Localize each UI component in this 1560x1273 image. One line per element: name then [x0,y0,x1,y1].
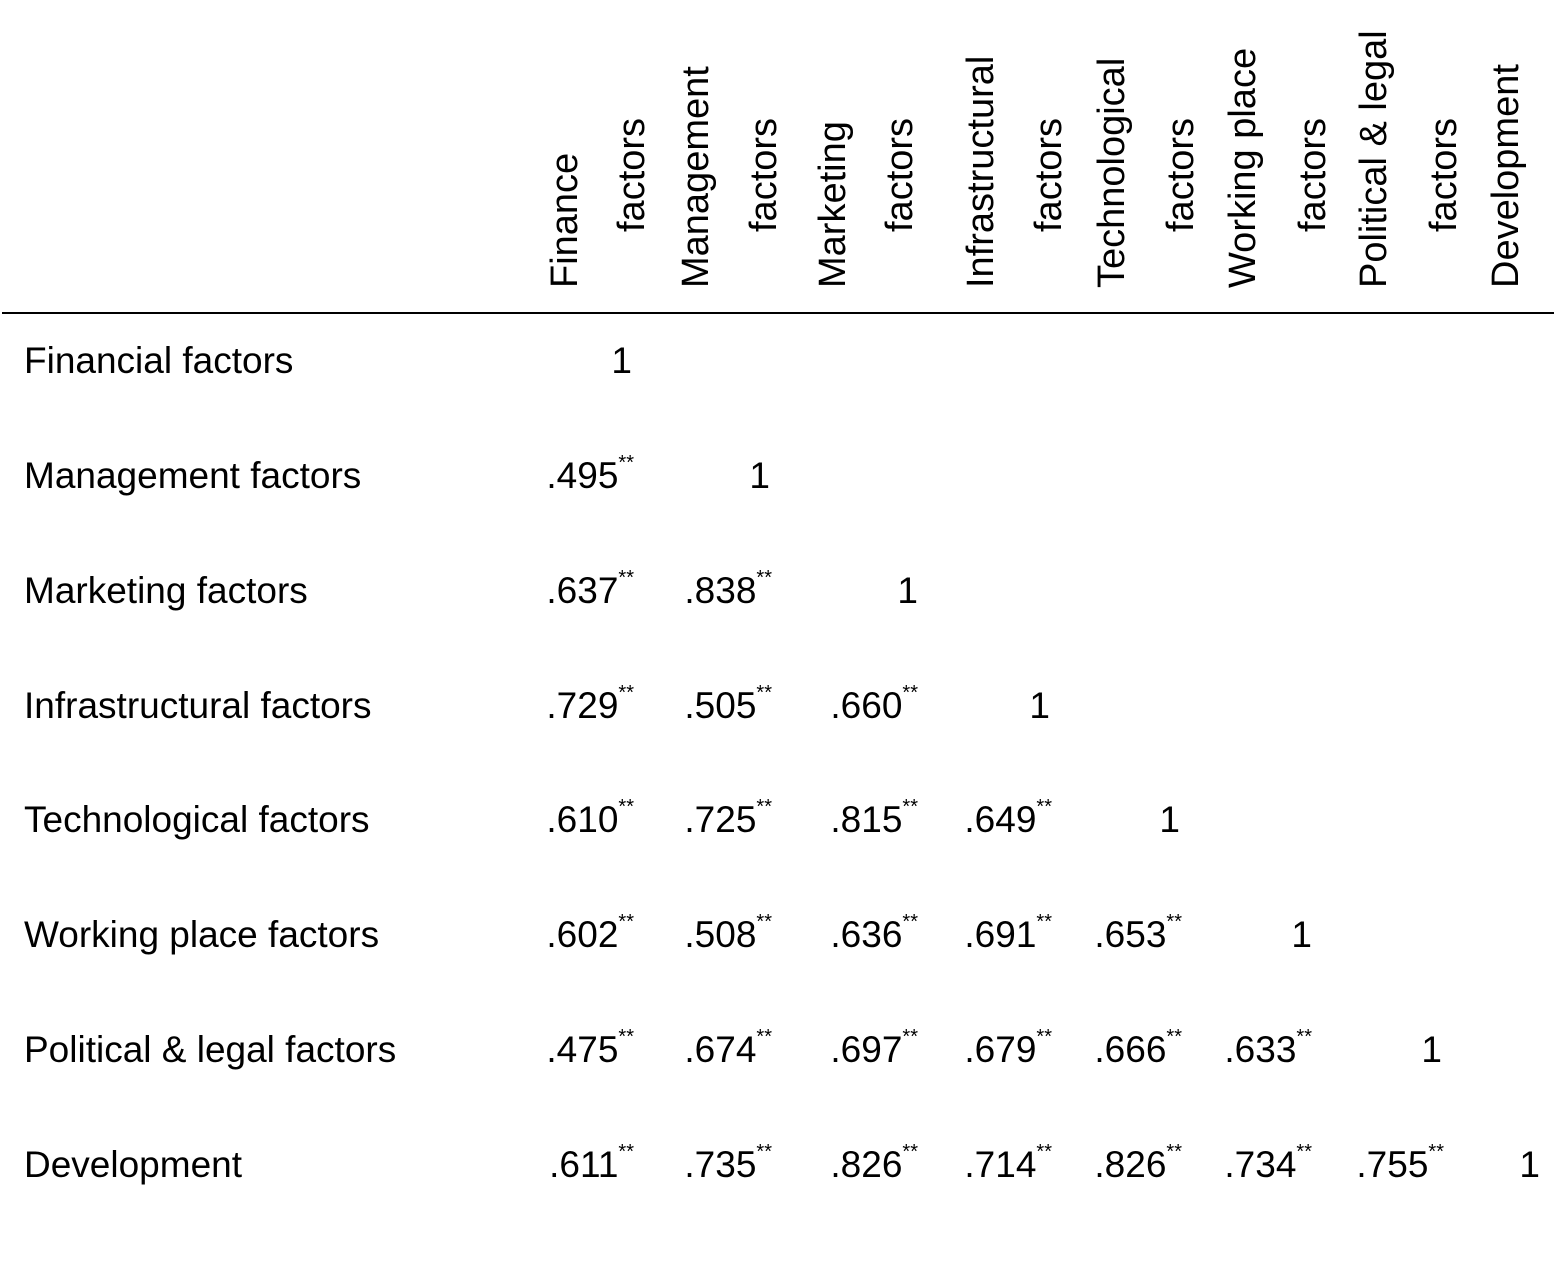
column-header-2-line-2: factors [743,117,785,232]
cell-value: .505 [684,685,757,726]
cell-r3-c2 [684,567,772,611]
row-label-5: Technological factors [24,799,370,840]
cell-r7-c4 [964,1026,1052,1070]
cell-value: .610 [546,799,619,840]
cell-r8-c7 [1356,1141,1444,1185]
cell-r8-c8 [1519,1146,1540,1183]
significance-mark: ** [756,911,772,933]
significance-mark: ** [756,796,772,818]
cell-value: .679 [964,1029,1037,1070]
cell-value: .637 [546,570,619,611]
cell-value: .697 [830,1029,903,1070]
cell-value: .826 [830,1144,903,1185]
significance-mark: ** [1036,1141,1052,1163]
cell-value: 1 [1029,685,1050,726]
cell-value: .495 [546,455,619,496]
cell-r2-c1 [546,452,634,496]
cell-value: .729 [546,685,619,726]
cell-value: 1 [1519,1144,1540,1185]
cell-value: 1 [1421,1029,1442,1070]
cell-value: 1 [1291,914,1312,955]
significance-mark: ** [618,1141,634,1163]
cell-value: 1 [897,570,918,611]
significance-mark: ** [1296,1141,1312,1163]
cell-value: .611 [549,1144,619,1185]
significance-mark: ** [902,911,918,933]
cell-r7-c3 [830,1026,918,1070]
cell-r6-c1 [546,911,634,955]
column-header-2-line-1: Management [675,66,717,288]
significance-mark: ** [1296,1026,1312,1048]
column-header-6-line-2: factors [1292,117,1334,232]
cell-r6-c4 [964,911,1052,955]
column-header-1-line-1: Finance [544,152,586,288]
cell-value: .691 [964,914,1037,955]
cell-value: .755 [1356,1144,1429,1185]
significance-mark: ** [1036,796,1052,818]
cell-value: .714 [964,1144,1037,1185]
column-header-4-line-2: factors [1028,117,1070,232]
cell-value: .508 [684,914,757,955]
significance-mark: ** [618,796,634,818]
cell-r8-c3 [830,1141,918,1185]
cell-r8-c6 [1224,1141,1312,1185]
significance-mark: ** [902,796,918,818]
row-label-7: Political & legal factors [24,1029,397,1070]
cell-value: .674 [684,1029,757,1070]
cell-value: 1 [1159,799,1180,840]
cell-value: .838 [684,570,757,611]
cell-r7-c7 [1421,1031,1442,1068]
column-header-5-line-2: factors [1160,117,1202,232]
column-header-5-line-1: Technological [1091,57,1133,288]
significance-mark: ** [902,1141,918,1163]
header-rule [2,312,1554,314]
cell-value: .602 [546,914,619,955]
cell-r6-c6 [1291,916,1312,953]
cell-value: .649 [964,799,1037,840]
column-header-7-line-2: factors [1423,117,1465,232]
cell-value: .475 [546,1029,619,1070]
row-label-8: Development [24,1144,243,1185]
cell-r6-c5 [1094,911,1182,955]
column-header-4-line-1: Infrastructural [960,55,1002,288]
significance-mark: ** [618,682,634,704]
cell-r3-c3 [897,572,918,609]
cell-value: .666 [1094,1029,1167,1070]
cell-r7-c6 [1224,1026,1312,1070]
cell-value: .725 [684,799,757,840]
cell-r5-c2 [684,796,772,840]
cell-r8-c4 [964,1141,1052,1185]
cell-value: 1 [611,340,632,381]
significance-mark: ** [1166,911,1182,933]
column-header-8-line-1: Development [1485,64,1527,288]
significance-mark: ** [756,567,772,589]
cell-value: .734 [1224,1144,1297,1185]
column-header-7-line-1: Political & legal [1353,30,1395,288]
cell-value: .633 [1224,1029,1297,1070]
significance-mark: ** [1036,1026,1052,1048]
cell-value: .636 [830,914,903,955]
cell-r7-c1 [546,1026,634,1070]
cell-r5-c3 [830,796,918,840]
significance-mark: ** [902,1026,918,1048]
column-header-6-line-1: Working place [1222,47,1264,288]
significance-mark: ** [1036,911,1052,933]
cell-r6-c2 [684,911,772,955]
cell-r3-c1 [546,567,634,611]
cell-value: .660 [830,685,903,726]
significance-mark: ** [618,911,634,933]
cell-r2-c2 [749,457,770,494]
cell-r8-c5 [1094,1141,1182,1185]
column-header-3-line-1: Marketing [812,121,854,288]
cell-value: .815 [830,799,903,840]
cell-r1-c1 [611,342,632,379]
significance-mark: ** [1428,1141,1444,1163]
row-label-6: Working place factors [24,914,380,955]
significance-mark: ** [756,1141,772,1163]
row-label-4: Infrastructural factors [24,685,372,726]
cell-r6-c3 [830,911,918,955]
cell-r5-c5 [1159,801,1180,838]
cell-value: .826 [1094,1144,1167,1185]
significance-mark: ** [618,452,634,474]
cell-r7-c2 [684,1026,772,1070]
cell-r4-c3 [830,682,918,726]
significance-mark: ** [1166,1141,1182,1163]
cell-r7-c5 [1094,1026,1182,1070]
row-label-2: Management factors [24,455,362,496]
row-label-3: Marketing factors [24,570,308,611]
row-label-1: Financial factors [24,340,294,381]
cell-value: .735 [684,1144,757,1185]
cell-r5-c4 [964,796,1052,840]
significance-mark: ** [902,682,918,704]
significance-mark: ** [756,1026,772,1048]
cell-r4-c4 [1029,687,1050,724]
column-header-1-line-2: factors [611,117,653,232]
cell-r4-c2 [684,682,772,726]
cell-value: .653 [1094,914,1167,955]
cell-r8-c1 [549,1141,634,1185]
significance-mark: ** [618,1026,634,1048]
significance-mark: ** [618,567,634,589]
column-header-3-line-2: factors [879,117,921,232]
significance-mark: ** [1166,1026,1182,1048]
cell-value: 1 [749,455,770,496]
cell-r8-c2 [684,1141,772,1185]
cell-r4-c1 [546,682,634,726]
significance-mark: ** [756,682,772,704]
cell-r5-c1 [546,796,634,840]
